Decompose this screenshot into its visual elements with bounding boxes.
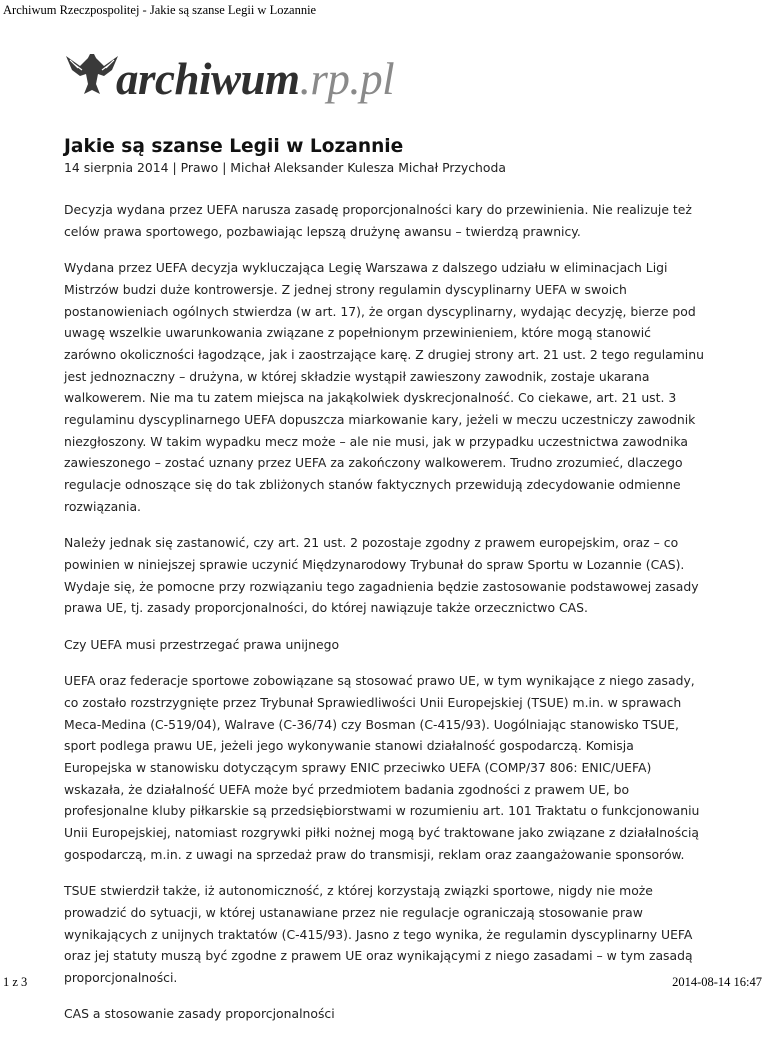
article-paragraph: Wydana przez UEFA decyzja wykluczająca Legię Warszawa z dalszego udziału w eliminacjach Ligi Mistrzów budzi duże kontrowersje. Z jednej strony regulamin dyscyplinarny UEFA w swoich postanowieniach ogólnych stwierdza (w art. 17), że organ dyscyplinarny, wydając decyzję, bierze pod uwagę wszelkie uwarunkowania związane z popełnionym przewinieniem, które mogą stanowić zarówno okoliczności łagodzące, jak i zaostrzające karę. Z drugiej strony art. 21 ust. 2 tego regulaminu jest jednoznaczny – drużyna, w której składzie wystąpił zawieszony zawodnik, zostaje ukarana walkowerem. Nie ma tu zatem miejsca na jakąkolwiek dyskrecjonalność. Co ciekawe, art. 21 ust. 3 regulaminu dyscyplinarnego UEFA dopuszcza miarkowanie kary, jeżeli w meczu uczestniczy zawodnik niezgłoszony. W takim wypadku mecz może – ale nie musi, jak w przypadku uczestnictwa zawodnika zawieszonego – zostać uznany przez UEFA za zakończony walkowerem. Trudno zrozumieć, dlaczego regulacje odnoszące się do tak zbliżonych stanów faktycznych przewidują zdecydowanie odmienne rozwiązania. xyxy=(64,260,704,514)
section-heading: Czy UEFA musi przestrzegać prawa unijnego xyxy=(64,636,340,652)
article-meta: 14 sierpnia 2014 | Prawo | Michał Aleksander Kulesza Michał Przychoda xyxy=(64,160,506,175)
print-page-header: Archiwum Rzeczpospolitej - Jakie są szanse Legii w Lozannie xyxy=(3,3,317,17)
article xyxy=(64,136,704,1040)
section-heading: CAS a stosowanie zasady proporcjonalności xyxy=(64,1006,335,1022)
article-title: Jakie są szanse Legii w Lozannie xyxy=(64,136,404,157)
article-paragraph: Należy jednak się zastanowić, czy art. 21 ust. 2 pozostaje zgodny z prawem europejskim, oraz – co powinien w niniejszej sprawie uczynić Międzynarodowy Trybunał do spraw Sportu w Lozannie (CAS). Wydaje się, że pomocne przy rozwiązaniu tego zagadnienia będzie zastosowanie podstawowej zasady prawa UE, tj. zasady proporcjonalności, do której nawiązuje także orzecznictwo CAS. xyxy=(64,535,699,616)
eagle-icon xyxy=(64,50,120,104)
article-paragraph: UEFA oraz federacje sportowe zobowiązane są stosować prawo UE, w tym wynikające z niego zasady, co zostało rozstrzygnięte przez Trybunał Sprawiedliwości Unii Europejskiej (TSUE) m.in. w sprawach Meca-Medina (C-519/04), Walrave (C-36/74) czy Bosman (C-415/93). Uogólniając stanowisko TSUE, sport podlega prawu UE, jeżeli jego wykonywanie stanowi działalność gospodarczą. Komisja Europejska w stanowisku dotyczącym sprawy ENIC przeciwko UEFA (COMP/37 806: ENIC/UEFA) wskazała, że działalność UEFA może być przedmiotem badania zgodności z prawem UE, bo profesjonalne kluby piłkarskie są przedsiębiorstwami w rozumieniu art. 101 Traktatu o funkcjonowaniu Unii Europejskiej, natomiast rozgrywki piłki nożnej mogą być traktowane jako związane z działalnością gospodarczą, m.in. z uwagi na sprzedaż praw do transmisji, reklam oraz zaangażowanie sponsorów. xyxy=(64,673,700,862)
logo-wordmark: archiwum xyxy=(116,54,300,104)
article-lead: Decyzja wydana przez UEFA narusza zasadę proporcjonalności kary do przewinienia. Nie realizuje też celów prawa sportowego, pozbawiając lepszą drużynę awansu – twierdzą prawnicy. xyxy=(64,202,692,239)
logo-domain: .rp.pl xyxy=(299,54,395,104)
page-number: 1 z 3 xyxy=(3,975,28,989)
article-body xyxy=(64,199,704,1025)
site-logo[interactable] xyxy=(64,50,395,106)
print-timestamp: 2014-08-14 16:47 xyxy=(672,975,762,989)
article-paragraph: TSUE stwierdził także, iż autonomiczność, z której korzystają związki sportowe, nigdy nie może prowadzić do sytuacji, w której ustanawiane przez nie regulacje ograniczają stosowanie praw wynikających z unijnych traktatów (C-415/93). Jasno z tego wynika, że regulamin dyscyplinarny UEFA oraz jej statuty muszą być zgodne z prawem UE oraz wynikającymi z niego zasadami – w tym zasadą proporcjonalności. xyxy=(64,883,693,985)
